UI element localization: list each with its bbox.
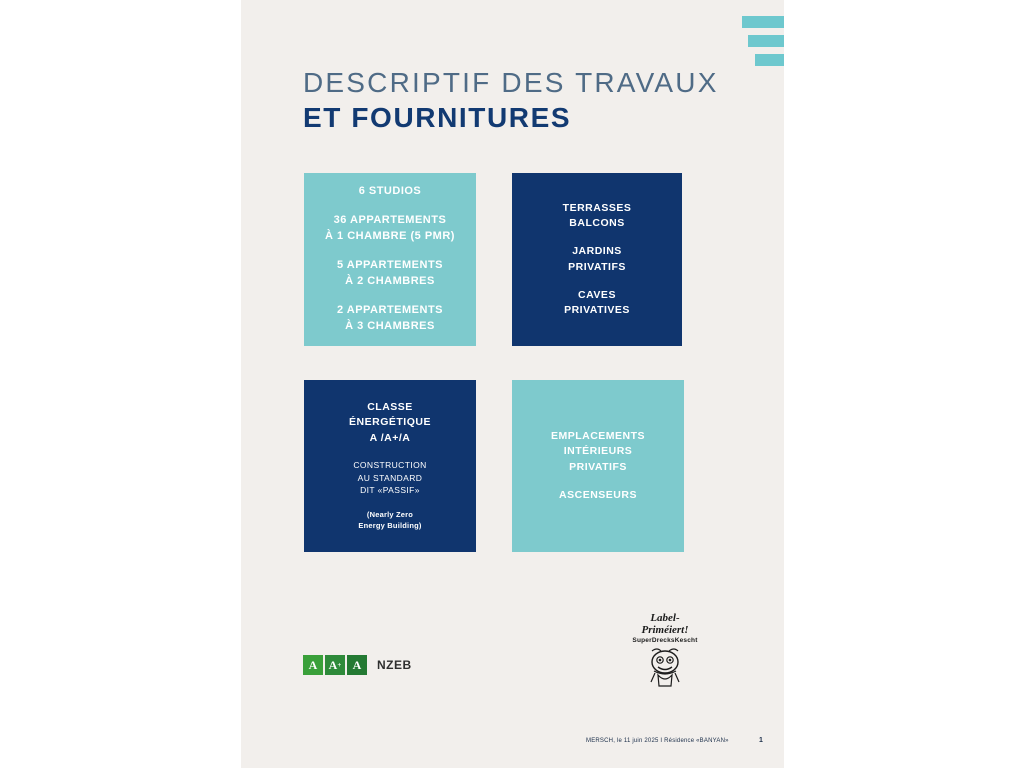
- nzeb-label: NZEB: [377, 658, 412, 672]
- card-line: À 2 CHAMBRES: [345, 274, 435, 287]
- card-line: PRIVATIFS: [569, 460, 627, 473]
- label-logo-line-1: Label-: [650, 612, 680, 624]
- nzeb-badge: [303, 655, 412, 675]
- card-unit-mix: [304, 173, 476, 346]
- card-line: JARDINS: [572, 245, 622, 258]
- card-line: CAVES: [578, 288, 616, 301]
- card-line: 5 APPARTEMENTS: [336, 259, 443, 272]
- aaa-letter-2: A +: [325, 655, 345, 675]
- card-energy-class: [304, 380, 476, 552]
- card-line: DIT «PASSIF»: [360, 485, 420, 496]
- aaa-superscript: +: [337, 661, 342, 669]
- card-outdoor-group-2: [568, 244, 626, 274]
- card-outdoor-spaces: [512, 173, 682, 346]
- card-parking-group-2: [559, 488, 637, 503]
- card-line: Energy Building): [358, 520, 422, 530]
- page-title-line-1: DESCRIPTIF DES TRAVAUX: [303, 67, 719, 98]
- chevron-bar-3: [755, 54, 784, 66]
- card-line: 2 APPARTEMENTS: [336, 303, 443, 316]
- card-line: INTÉRIEURS: [563, 445, 633, 458]
- card-line: (Nearly Zero: [366, 510, 414, 520]
- card-line: 6 STUDIOS: [358, 185, 422, 198]
- label-primeiert-logo: [624, 612, 706, 689]
- card-line: EMPLACEMENTS: [550, 430, 646, 443]
- aaa-letter-3: A: [347, 655, 367, 675]
- document-footer: [241, 738, 784, 752]
- footer-text: MERSCH, le 11 juin 2025 I Résidence «BANYAN»: [586, 738, 729, 744]
- card-outdoor-group-3: [564, 288, 630, 318]
- card-line: CLASSE: [367, 401, 413, 414]
- card-line: CONSTRUCTION: [353, 459, 427, 470]
- card-line: ASCENSEURS: [559, 488, 637, 501]
- card-unit-mix-group-4: [337, 303, 443, 335]
- card-parking-lifts: [512, 380, 684, 552]
- document-page: [241, 0, 784, 768]
- page-title-line-2: ET FOURNITURES: [303, 102, 572, 134]
- label-logo-arc-text: SuperDrecksKescht: [632, 637, 698, 645]
- mascot-icon: [642, 645, 688, 689]
- label-logo-line-2: Priméiert!: [641, 624, 689, 637]
- card-energy-group-1: [349, 400, 431, 446]
- card-unit-mix-group-2: [325, 213, 455, 245]
- footer-page-number: 1: [759, 737, 763, 744]
- card-line: À 1 CHAMBRE (5 PMR): [325, 230, 455, 243]
- card-unit-mix-group-1: [359, 184, 422, 200]
- card-energy-standard: [353, 459, 426, 497]
- aaa-letter-1: A: [303, 655, 323, 675]
- card-line: 36 APPARTEMENTS: [333, 214, 447, 227]
- card-parking-group-1: [551, 429, 645, 475]
- card-unit-mix-group-3: [337, 258, 443, 290]
- card-line: AU STANDARD: [357, 472, 423, 483]
- card-line: À 3 CHAMBRES: [345, 319, 435, 332]
- card-line: ÉNERGÉTIQUE: [349, 416, 431, 429]
- card-line: A /A+/A: [369, 431, 411, 444]
- card-energy-nzeb-note: [358, 510, 421, 532]
- page-title: [303, 66, 743, 134]
- card-line: PRIVATIVES: [564, 303, 630, 316]
- card-line: TERRASSES: [562, 201, 632, 214]
- card-line: PRIVATIFS: [568, 260, 626, 273]
- card-outdoor-group-1: [563, 201, 632, 231]
- aaa-rating-icon: [303, 655, 367, 675]
- card-line: BALCONS: [569, 217, 625, 230]
- chevron-bar-2: [748, 35, 784, 47]
- chevron-bar-1: [742, 16, 784, 28]
